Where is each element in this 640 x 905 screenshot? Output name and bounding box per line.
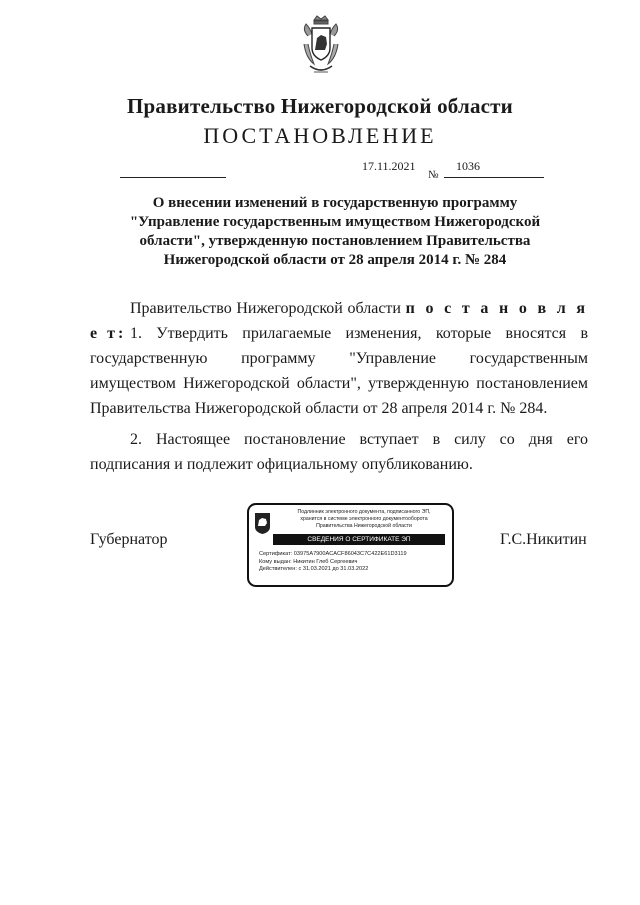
signer-name: Г.С.Никитин [500,531,587,548]
subject-line: Нижегородской области от 28 апреля 2014 г. № 284 [163,252,507,268]
subject-line: О внесении изменений в государственную программу [152,195,518,211]
stamp-note-line: Подлинник электронного документа, подписанного ЭП, [297,509,431,515]
coat-of-arms-emblem [300,14,342,82]
subject-line: области", утвержденную постановлением Правительства [139,233,531,249]
subject-line: "Управление государственным имуществом Нижегородской [129,214,541,230]
region-emblem-icon [254,510,271,535]
date-underline [120,177,226,178]
document-type: ПОСТАНОВЛЕНИЕ [203,123,437,148]
certificate-number: Сертификат: 03975A7900ACACF86043C7C422E61D3119 [259,551,407,557]
stamp-note-line: хранится в системе электронного документооборота [300,516,428,522]
document-number: 1036 [456,159,480,173]
certificate-owner: Кому выдан: Никитин Глеб Сергеевич [259,558,358,565]
resolution-item-1: 1. Утвердить прилагаемые изменения, которые вносятся в государственную программу "Управление государственным имуществом Нижегородской области", утвержденную постановлением Правительства Нижегородской области от 28 апреля 2014 г. № 284. [90,325,588,417]
resolution-item-2: 2. Настоящее постановление вступает в силу со дня его подписания и подлежит официальному опубликованию. [90,431,588,473]
stamp-note [276,509,452,530]
document-date: 17.11.2021 [362,159,416,173]
issuer-title: Правительство Нижегородской области [127,94,513,118]
number-underline [444,177,544,178]
stamp-note-line: Правительства Нижегородской области [316,523,412,529]
intro-prefix: Правительство Нижегородской области [130,300,401,317]
stamp-title: СВЕДЕНИЯ О СЕРТИФИКАТЕ ЭП [273,534,445,545]
document-subject [90,194,580,270]
electronic-signature-stamp [247,503,454,587]
number-sign: № [428,169,439,181]
intro-verb: п о с т а н о в л я е т: [90,300,589,342]
stamp-certificate-info [259,551,449,574]
certificate-validity: Действителен: с 31.03.2021 до 31.03.2022 [259,566,369,573]
signer-position: Губернатор [90,531,168,548]
